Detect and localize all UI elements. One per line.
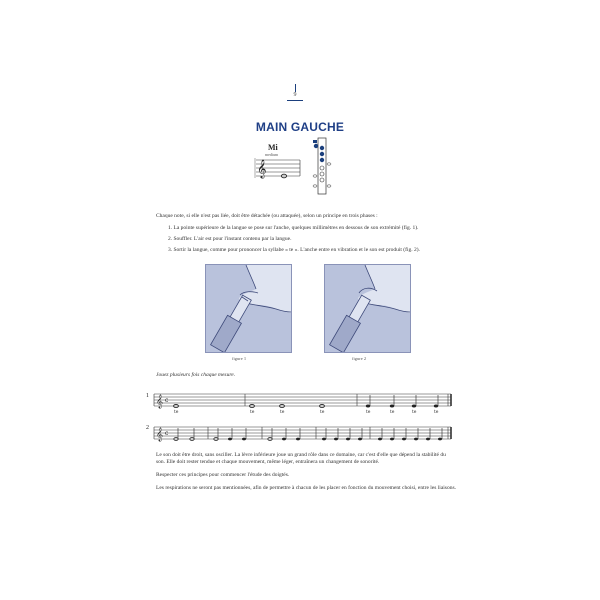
paragraph-breathing: Les respirations ne seront pas mentionnées, afin de permettre à chacun de les placer en fonction du mouvement choisi, entre les liaisons.	[156, 485, 456, 491]
figure-1-illustration	[205, 264, 292, 353]
page-number: 9	[287, 92, 303, 101]
syllable-te: te	[174, 410, 179, 415]
exercise-1-staff	[146, 388, 456, 416]
figure-1-caption: figure 1	[232, 356, 247, 361]
fingering-diagram-icon	[310, 136, 334, 196]
note-staff	[254, 140, 302, 180]
syllable-te: te	[366, 410, 371, 415]
intro-text: Chaque note, si elle n'est pas liée, doit être détachée (ou attaquée), selon un principe en trois phases :	[156, 213, 378, 219]
figure-2-caption: figure 2	[352, 356, 367, 361]
syllable-te: te	[390, 410, 395, 415]
step-2: 2. Souffler. L'air est pour l'instant contenu par la langue.	[168, 236, 292, 242]
svg-text:𝄞: 𝄞	[257, 159, 267, 178]
svg-text:𝄞: 𝄞	[156, 427, 164, 441]
exercise-2-number: 2	[146, 425, 149, 431]
syllable-te: te	[434, 410, 439, 415]
step-3: 3. Sortir la langue, comme pour prononcer la syllabe « te ». L'anche entre en vibration et le son est produit (fig. 2).	[168, 247, 420, 253]
syllable-te: te	[280, 410, 285, 415]
svg-text:c: c	[165, 430, 169, 437]
exercise-1-number: 1	[146, 393, 149, 399]
exercise-2-staff	[146, 423, 456, 447]
note-register: medium	[265, 152, 279, 157]
step-1: 1. La pointe supérieure de la langue se pose sur l'anche, quelques millimètres en dessous de son extrémité (fig. 1).	[168, 225, 419, 231]
paragraph-sound: Le son doit être droit, sans osciller. La lèvre inférieure joue un grand rôle dans ce domaine, car c'est d'elle que dépend la stabilité du son. Elle doit rester tendue et chaque mouvement, même léger, entraînera un changement de sonorité.	[156, 452, 446, 465]
syllable-te: te	[320, 410, 325, 415]
figure-2-illustration	[324, 264, 411, 353]
page-title: MAIN GAUCHE	[255, 120, 345, 134]
exercise-instruction: Jouez plusieurs fois chaque mesure.	[156, 372, 236, 378]
svg-text:c: c	[165, 397, 169, 404]
steps-list	[168, 224, 468, 257]
paragraph-principles: Respecter ces principes pour commencer l'étude des doigtés.	[156, 472, 290, 478]
svg-text:𝄞: 𝄞	[156, 394, 164, 408]
syllable-te: te	[250, 410, 255, 415]
syllable-te: te	[412, 410, 417, 415]
note-name: Mi	[268, 143, 278, 152]
top-rule	[295, 84, 296, 92]
body-paragraphs	[156, 452, 456, 498]
